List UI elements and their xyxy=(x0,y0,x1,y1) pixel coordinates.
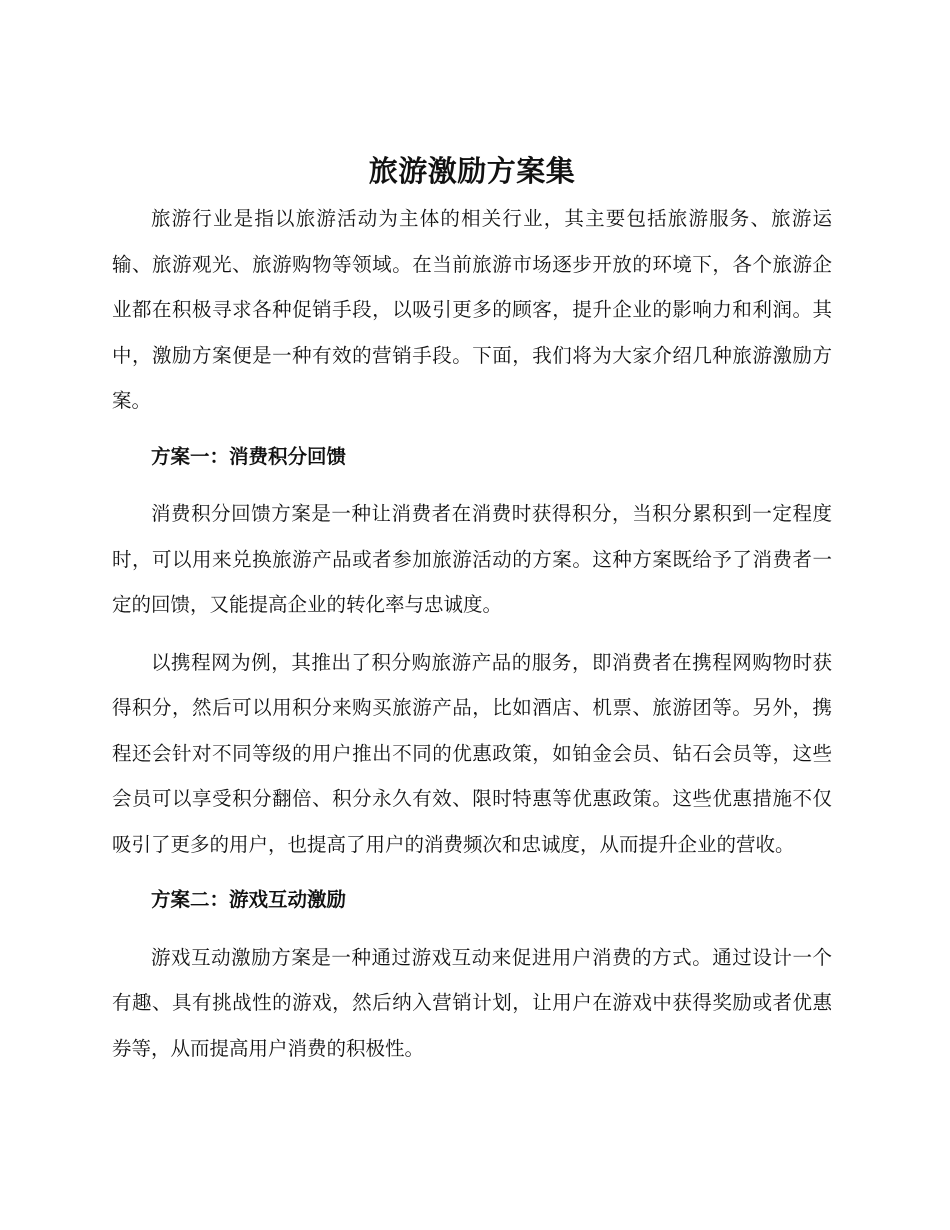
section-heading-2: 方案二：游戏互动激励 xyxy=(151,888,347,911)
section-1-paragraph-2: 以携程网为例，其推出了积分购旅游产品的服务，即消费者在携程网购物时获得积分，然后可以用积分来购买旅游产品，比如酒店、机票、旅游团等。另外，携程还会针对不同等级的用户推出不同的优惠政策，如铂金会员、钻石会员等，这些会员可以享受积分翻倍、积分永久有效、限时特惠等优惠政策。这些优惠措施不仅吸引了更多的用户，也提高了用户的消费频次和忠诚度，从而提升企业的营收。 xyxy=(112,650,832,856)
section-heading-1: 方案一：消费积分回馈 xyxy=(151,444,347,468)
intro-paragraph: 旅游行业是指以旅游活动为主体的相关行业，其主要包括旅游服务、旅游运输、旅游观光、旅游购物等领域。在当前旅游市场逐步开放的环境下，各个旅游企业都在积极寻求各种促销手段，以吸引更多的顾客，提升企业的影响力和利润。其中，激励方案便是一种有效的营销手段。下面，我们将为大家介绍几种旅游激励方案。 xyxy=(112,207,832,412)
paragraph-gap xyxy=(112,628,832,640)
section-2-paragraph-1: 游戏互动激励方案是一种通过游戏互动来促进用户消费的方式。通过设计一个有趣、具有挑战性的游戏，然后纳入营销计划，让用户在游戏中获得奖励或者优惠券等，从而提高用户消费的积极性。 xyxy=(112,945,832,1060)
document-title: 旅游激励方案集 xyxy=(368,154,576,188)
section-1-paragraph-1: 消费积分回馈方案是一种让消费者在消费时获得积分，当积分累积到一定程度时，可以用来兑换旅游产品或者参加旅游活动的方案。这种方案既给予了消费者一定的回馈，又能提高企业的转化率与忠诚度。 xyxy=(112,502,832,616)
document-page xyxy=(112,150,832,1071)
